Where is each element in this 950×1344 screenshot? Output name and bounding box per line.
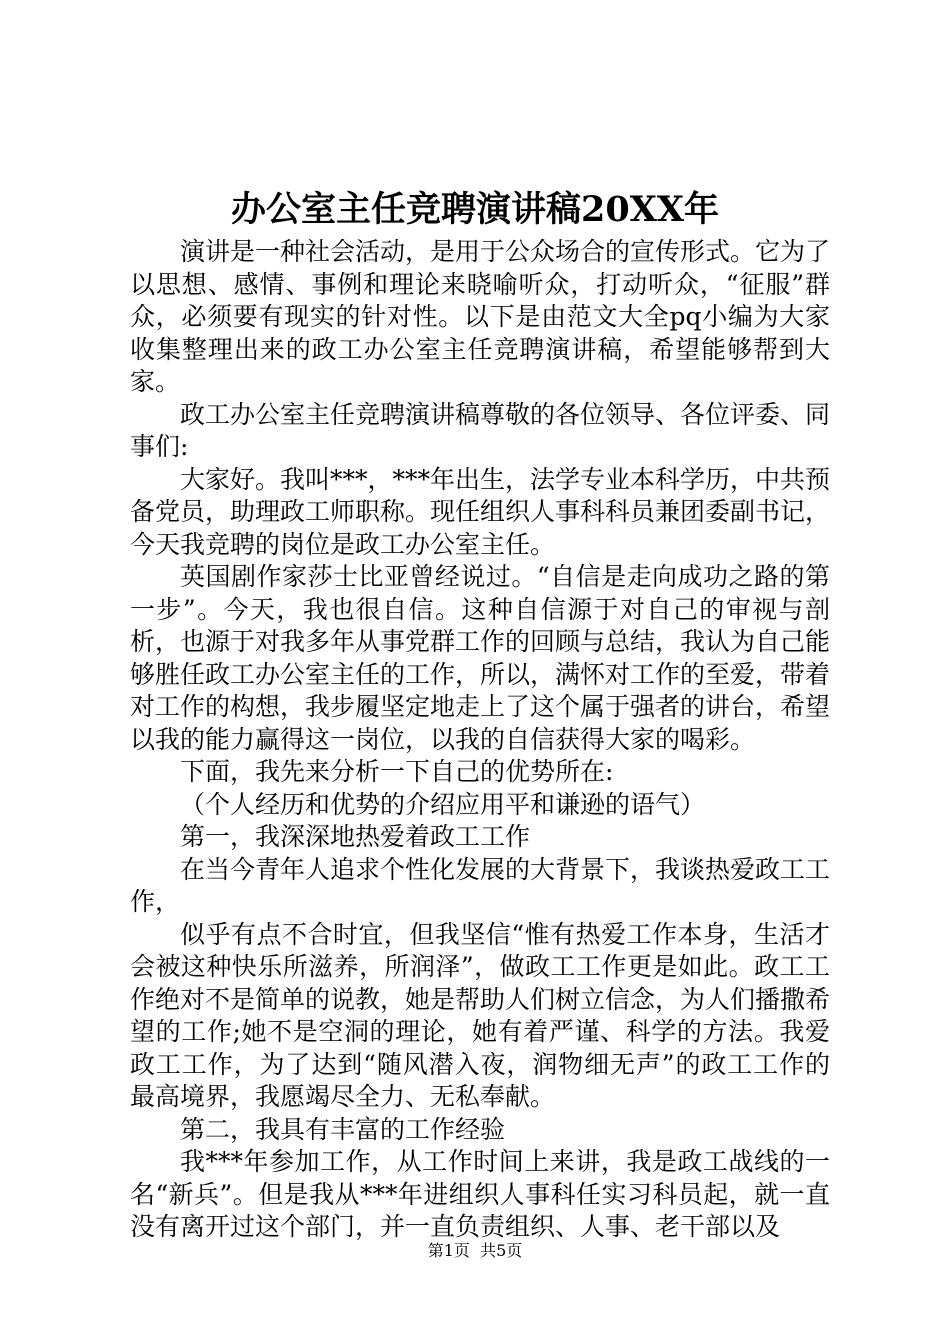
paragraph: 我***年参加工作，从工作时间上来讲，我是政工战线的一名“新兵”。但是我从***年进组织人事科任实习科员起，就一直没有离开过这个部门，并一直负责组织、人事、老干部以及 [130,1147,830,1241]
paragraph: 英国剧作家莎士比亚曾经说过。“自信是走向成功之路的第一步”。今天，我也很自信。这种自信源于对自己的审视与剖析，也源于对我多年从事党群工作的回顾与总结，我认为自己能够胜任政工办公室主任的工作，所以，满怀对工作的至爱，带着对工作的构想，我步履坚定地走上了这个属于强者的讲台，希望以我的能力赢得这一岗位，以我的自信获得大家的喝彩。 [130,562,831,754]
footer-gap [470,1241,480,1260]
paragraph: 下面，我先来分析一下自己的优势所在: [180,757,614,786]
paragraph: 第一，我深深地热爱着政工工作 [180,822,531,851]
paragraph: （个人经历和优势的介绍应用平和谦逊的语气） [180,789,706,819]
page-total: 共5页 [480,1241,523,1260]
paragraph: 第二，我具有丰富的工作经验 [180,1114,506,1144]
paragraph: 政工办公室主任竞聘演讲稿尊敬的各位领导、各位评委、同事们: [130,399,831,461]
document-body [130,236,830,1244]
paragraph: 演讲是一种社会活动，是用于公众场合的宣传形式。它为了以思想、感情、事例和理论来晓喻听众，打动听众，“征服”群众，必须要有现实的针对性。以下是由范文大全pq小编为大家收集整理出来的政工办公室主任竞聘演讲稿，希望能够帮到大家。 [130,237,831,396]
page-number: 第1页 [427,1241,470,1260]
paragraph: 大家好。我叫***，***年出生，法学专业本科学历，中共预备党员，助理政工师职称。现任组织人事科科员兼团委副书记，今天我竞聘的岗位是政工办公室主任。 [130,464,831,559]
paragraph: 在当今青年人追求个性化发展的大背景下，我谈热爱政工工作， [130,854,831,916]
page-footer [0,1240,950,1262]
document-title: 办公室主任竞聘演讲稿20XX年 [230,189,720,230]
paragraph: 似乎有点不合时宜，但我坚信“惟有热爱工作本身，生活才会被这种快乐所滋养，所润泽”，做政工工作更是如此。政工工作绝对不是简单的说教，她是帮助人们树立信念，为人们播撒希望的工作;她不是空洞的理论，她有着严谨、科学的方法。我爱政工工作，为了达到“随风潜入夜，润物细无声”的政工工作的最高境界，我愿竭尽全力、无私奉献。 [130,919,831,1111]
